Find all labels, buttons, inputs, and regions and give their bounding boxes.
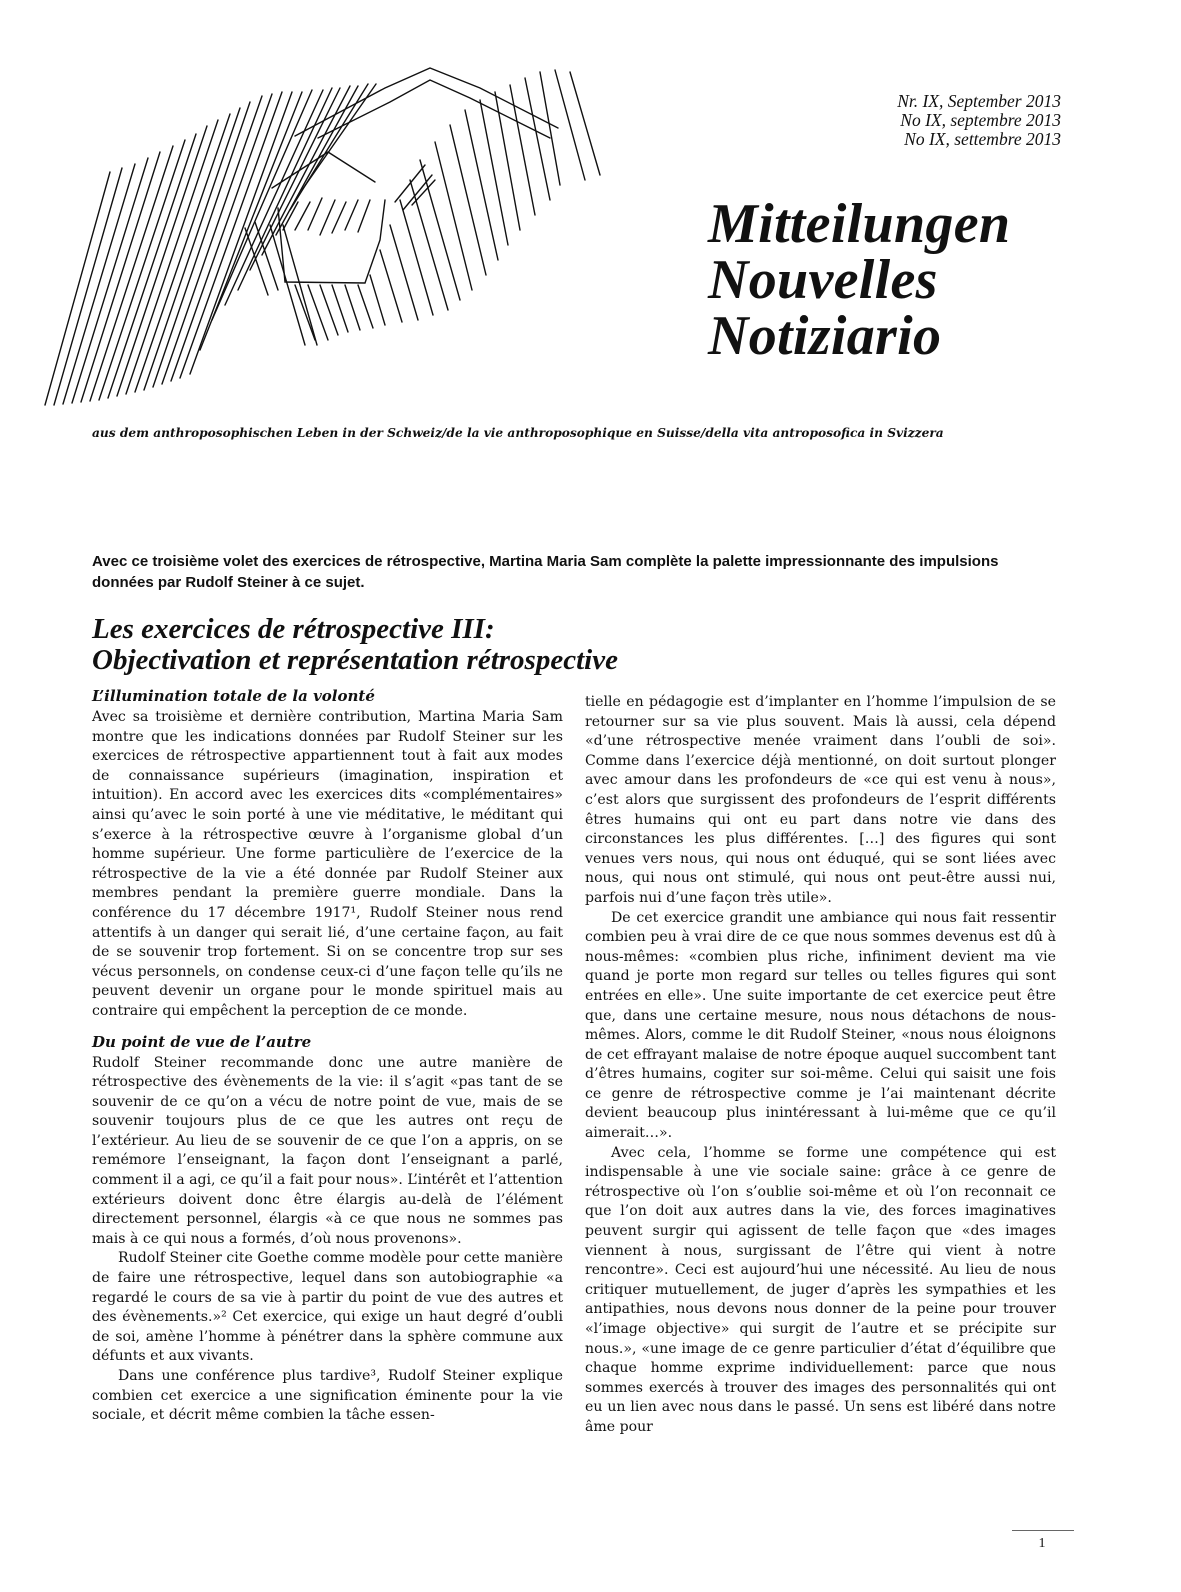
tagline: aus dem anthroposophischen Leben in der Schweiz/de la vie anthroposophique en Suisse/della vita antroposofica in Svizzera xyxy=(92,426,944,440)
issue-info xyxy=(897,92,1061,149)
footer-divider xyxy=(1012,1530,1074,1531)
body-paragraph: De cet exercice grandit une ambiance qui nous fait ressentir combien peu à vrai dire de ce que nous sommes devenus est dû à nous-mêmes: «combien plus riche, infiniment devient ma vie quand je porte mon regard sur telles ou telles figures qui sont entrées en elle». Une suite importante de cet exercice peut être que, dans une certaine mesure, nous nous détachons de nous-mêmes. Alors, comme le dit Rudolf Steiner, «nous nous éloignons de cet effrayant malaise de notre époque auquel succombent tant d’êtres humains, cogiter sur soi-même. Celui qui saisit une fois ce genre de rétrospective comme je l’ai maintenant décrite devient beaucoup plus inintéressant à lui-même que ce qu’il aimerait…». xyxy=(585,909,1056,1142)
body-paragraph: tielle en pédagogie est d’implanter en l’homme l’impulsion de se retourner sur sa vie plus souvent. Mais là aussi, cela dépend «d’une rétrospective menée vraiment dans l’oubli de soi». Comme dans l’exercice déjà mentionné, on doit surtout plonger avec amour dans les profondeurs de «ce qui est venu à nous», c’est alors que surgissent des profondeurs de l’esprit différents êtres humains qui ont eu part dans notre vie dans des circonstances les plus différentes. […] des figures qui sont venues vers nous, qui nous ont éduqué, qui se sont liées avec nous, qui nous ont stimulé, qui nous ont peut-être aussi nui, parfois nui d’une façon très utile». xyxy=(585,694,1056,906)
masthead-it: Notiziario xyxy=(708,305,942,367)
body-paragraph: Dans une conférence plus tardive³, Rudolf Steiner explique combien cet exercice a une signification éminente pour la vie sociale, et décrit même combien la tâche essen- xyxy=(92,1368,563,1424)
hatched-illustration-icon xyxy=(40,50,660,420)
page-number: 1 xyxy=(1038,1536,1046,1551)
masthead xyxy=(708,193,1011,367)
article-column-left xyxy=(92,686,563,1426)
issue-line-fr: No IX, septembre 2013 xyxy=(900,110,1061,130)
section-heading: L’illumination totale de la volonté xyxy=(92,687,375,705)
issue-line-it: No IX, settembre 2013 xyxy=(904,129,1061,149)
masthead-de: Mitteilungen xyxy=(708,193,1011,255)
article-title-line-1: Les exercices de rétrospective III: xyxy=(92,613,495,645)
body-paragraph: Avec cela, l’homme se forme une compétence qui est indispensable à une vie sociale saine: grâce à ce genre de rétrospective où l’on s’oublie soi-même et où l’on reconnait ce que l’on doit aux autres dans la vie, des forces imaginatives peuvent surgir qui agissent de telle façon que «des images viennent à nous, surgissant de l’être qui vient à notre rencontre». Ceci est aujourd’hui une nécessité. Au lieu de nous critiquer mutuellement, de juger d’après les sympathies et les antipathies, nous devons nous donner de la peine pour trouver «l’image objective» qui surgit de l’autre et se précipite sur nous.», «une image de ce genre particulier d’état d’équilibre que chaque homme exprime individuellement: parce que nous sommes exercés à trouver des images des personnalités qui ont eu un lien avec nous dans le passé. Un sens est libéré dans notre âme pour xyxy=(585,1144,1056,1435)
body-paragraph: Avec sa troisième et dernière contribution, Martina Maria Sam montre que les indications données par Rudolf Steiner sur les exercices de rétrospective appartiennent tout à fait aux modes de connaissance supérieurs (imagination, inspiration et intuition). En accord avec les exercices dits «complémentaires» ainsi qu’avec le soin porté à une vie méditative, le méditant qui s’exerce à la rétrospective œuvre à l’organisme global d’un homme supérieur. Une forme particulière de l’exercice de la rétrospective de la vie a été donnée par Rudolf Steiner aux membres pendant la première guerre mondiale. Dans la conférence du 17 décembre 1917¹, Rudolf Steiner nous rend attentifs à un danger qui serait lié, d’une certaine façon, au fait de se souvenir trop fortement. Si on se concentre trop sur ses vécus personnels, on condense ceux-ci d’une façon telle qu’ils ne peuvent devenir un organe pour le monde spirituel mais au contraire qui empêchent la perception de ce monde. xyxy=(92,709,563,1019)
masthead-fr: Nouvelles xyxy=(708,249,938,311)
section-heading: Du point de vue de l’autre xyxy=(92,1032,312,1051)
body-paragraph: Rudolf Steiner cite Goethe comme modèle pour cette manière de faire une rétrospective, lequel dans son autobiographie «a regardé le cours de sa vie à partir du point de vue des autres et des évènements.»² Cet exercice, qui exige un haut degré d’oubli de soi, amène l’homme à pénétrer dans la sphère commune aux défunts et aux vivants. xyxy=(92,1250,563,1365)
article-column-right xyxy=(585,693,1056,1438)
issue-line-de: Nr. IX, September 2013 xyxy=(897,91,1061,111)
body-paragraph: Rudolf Steiner recommande donc une autre manière de rétrospective des évènements de la vie: il s’agit «pas tant de se souvenir de ce qu’on a vécu de notre point de vue, mais de se souvenir toujours plus de ce que les autres ont reçu de l’extérieur. Au lieu de se souvenir de ce que l’on a appris, on se remémore l’enseignant, la façon dont l’enseignant a parlé, comment il a agi, ce qu’il a fait pour nous». L’intérêt et l’attention extérieurs doivent donc être élargis au-delà de l’élément directement personnel, élargis «à ce que nous ne sommes pas mais à ce qui nous a formés, d’où nous provenons». xyxy=(92,1054,563,1247)
lead-paragraph: Avec ce troisième volet des exercices de rétrospective, Martina Maria Sam complète la palette impressionnante des impulsions données par Rudolf Steiner à ce sujet. xyxy=(92,553,999,591)
article-title xyxy=(92,614,618,676)
article-title-line-2: Objectivation et représentation rétrospective xyxy=(92,644,618,676)
